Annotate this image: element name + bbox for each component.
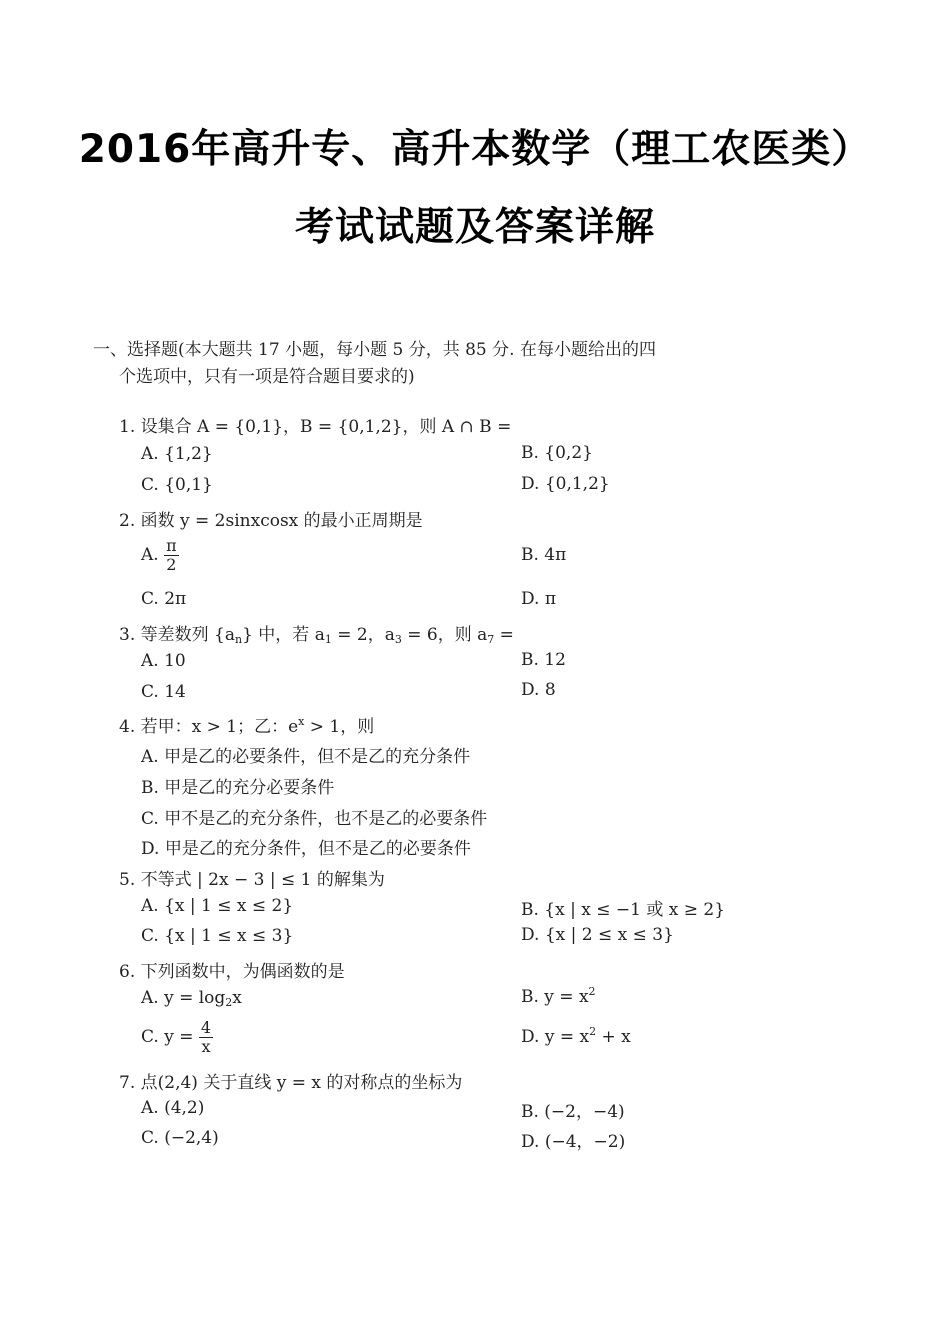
question-6-option-d <box>521 1027 631 1047</box>
question-6-option-b-part: B. y = x <box>521 987 589 1007</box>
question-3-stem-part: = 6，则 a <box>401 625 488 645</box>
question-1-stem: 1. 设集合 A = {0,1}，B = {0,1,2}，则 A ∩ B = <box>119 417 512 437</box>
question-1-option-a: A. {1,2} <box>141 444 213 464</box>
question-2-option-a-label: A. <box>141 545 159 565</box>
question-1-option-c: C. {0,1} <box>141 475 213 495</box>
question-6-option-c <box>141 1019 213 1056</box>
subscript: 7 <box>487 633 495 646</box>
question-2-option-d: D. π <box>521 589 557 609</box>
question-4-option-a: A. 甲是乙的必要条件，但不是乙的充分条件 <box>141 747 471 767</box>
question-3-stem <box>119 620 514 645</box>
question-3-stem-part: = 2，a <box>331 625 395 645</box>
fraction-numerator: 4 <box>200 1018 212 1037</box>
question-6-option-b <box>521 987 596 1007</box>
question-2-option-b: B. 4π <box>521 545 567 565</box>
question-3-option-d: D. 8 <box>521 680 556 700</box>
question-1-option-b: B. {0,2} <box>521 443 593 463</box>
fraction-denominator: x <box>201 1037 211 1056</box>
question-7-option-b: B. (−2，−4) <box>521 1102 625 1122</box>
document-title-line1: 2016年高升专、高升本数学（理工农医类） <box>78 127 872 172</box>
subscript: 3 <box>394 633 402 646</box>
question-3-option-a: A. 10 <box>141 651 186 671</box>
question-4-stem-part: > 1，则 <box>304 717 375 737</box>
subscript: 1 <box>324 633 332 646</box>
question-6-option-a-part: A. y = log <box>141 988 226 1008</box>
question-3-stem-part: } 中，若 a <box>242 625 325 645</box>
question-6-option-c-label: C. y = <box>141 1027 194 1047</box>
question-3-stem-part: = <box>494 625 514 645</box>
fraction-numerator: π <box>166 536 177 555</box>
question-3-stem-part: 3. 等差数列 {a <box>119 625 235 645</box>
question-6-option-d-part: + x <box>596 1027 631 1047</box>
question-6-stem: 6. 下列函数中，为偶函数的是 <box>119 962 345 982</box>
question-5-option-a: A. {x | 1 ≤ x ≤ 2} <box>141 896 294 916</box>
question-5-stem: 5. 不等式 | 2x − 3 | ≤ 1 的解集为 <box>119 870 385 890</box>
question-7-option-d: D. (−4，−2) <box>521 1132 626 1152</box>
question-4-stem <box>119 712 374 737</box>
question-3-option-c: C. 14 <box>141 682 186 702</box>
question-4-stem-part: 4. 若甲：x > 1；乙：e <box>119 717 299 737</box>
question-4-option-d: D. 甲是乙的充分条件，但不是乙的必要条件 <box>141 839 471 859</box>
question-5-option-d: D. {x | 2 ≤ x ≤ 3} <box>521 925 674 945</box>
question-7-stem: 7. 点(2,4) 关于直线 y = x 的对称点的坐标为 <box>119 1073 463 1093</box>
question-6-option-c-fraction <box>199 1019 213 1056</box>
question-2-option-c: C. 2π <box>141 589 187 609</box>
question-2-stem: 2. 函数 y = 2sinxcosx 的最小正周期是 <box>119 511 423 531</box>
question-6-option-a-part: x <box>232 988 242 1008</box>
superscript: x <box>298 715 305 728</box>
question-2-option-a <box>141 537 179 574</box>
question-1-option-d: D. {0,1,2} <box>521 474 610 494</box>
question-6-option-d-part: D. y = x <box>521 1027 590 1047</box>
section-heading-line2: 个选项中，只有一项是符合题目要求的) <box>119 367 415 387</box>
superscript: 2 <box>588 985 596 998</box>
question-5-option-b: B. {x | x ≤ −1 或 x ≥ 2} <box>521 900 726 920</box>
question-7-option-a: A. (4,2) <box>141 1098 205 1118</box>
question-5-option-c: C. {x | 1 ≤ x ≤ 3} <box>141 926 294 946</box>
fraction-denominator: 2 <box>166 555 177 574</box>
question-4-option-c: C. 甲不是乙的充分条件，也不是乙的必要条件 <box>141 809 488 829</box>
document-title-line2: 考试试题及答案详解 <box>294 205 655 250</box>
question-6-option-a <box>141 988 242 1008</box>
subscript: n <box>234 633 243 646</box>
question-2-option-a-fraction <box>164 537 179 574</box>
question-7-option-c: C. (−2,4) <box>141 1128 219 1148</box>
section-heading-line1: 一、选择题(本大题共 17 小题，每小题 5 分，共 85 分. 在每小题给出的四 <box>93 340 656 360</box>
subscript: 2 <box>225 996 233 1009</box>
question-4-option-b: B. 甲是乙的充分必要条件 <box>141 778 335 798</box>
question-3-option-b: B. 12 <box>521 650 566 670</box>
superscript: 2 <box>589 1025 597 1038</box>
